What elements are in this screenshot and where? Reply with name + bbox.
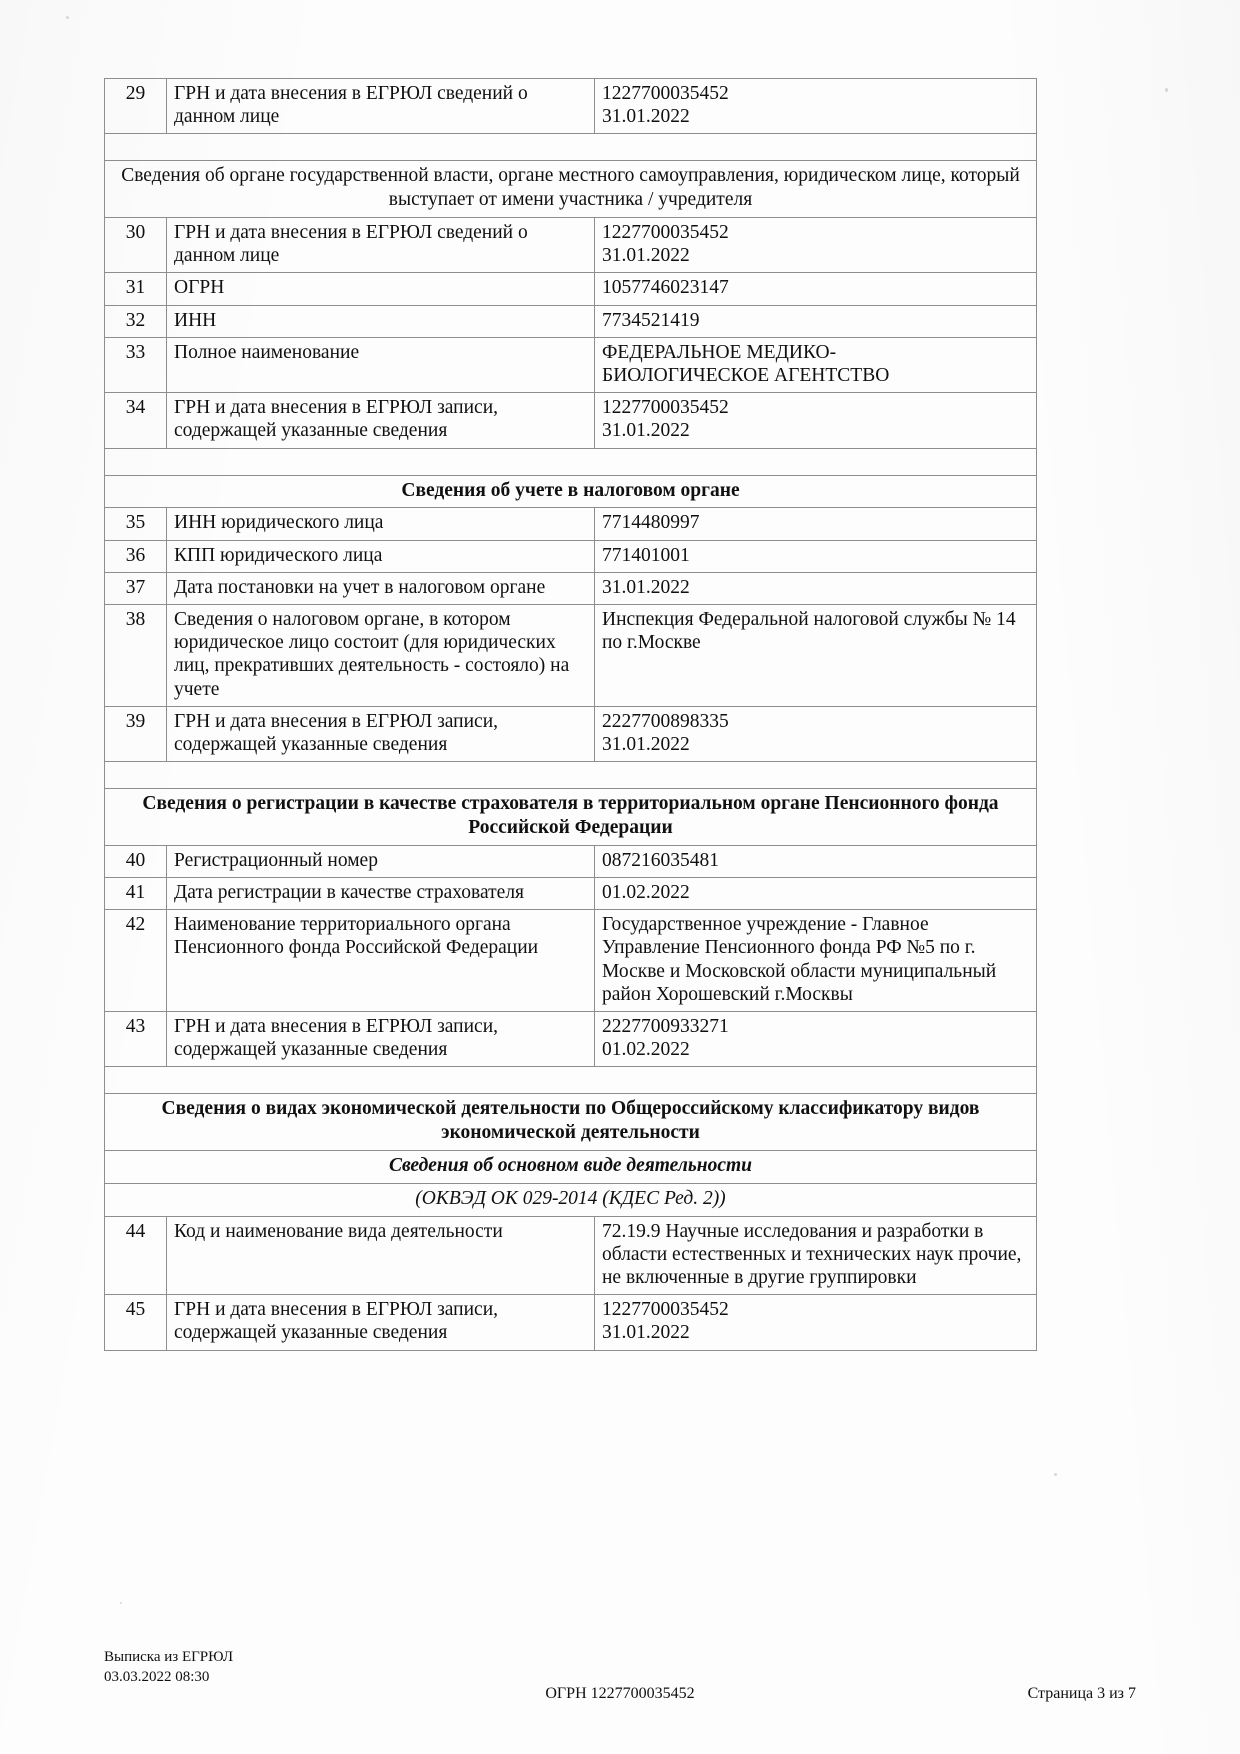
footer-source-timestamp: 03.03.2022 08:30 — [104, 1668, 210, 1685]
row-label: ИНН — [167, 305, 595, 337]
row-label: ГРН и дата внесения в ЕГРЮЛ записи, содержащей указанные сведения — [167, 1011, 595, 1066]
row-number: 42 — [105, 910, 167, 1012]
row-label: ОГРН — [167, 273, 595, 305]
table-section-header-row — [105, 475, 1037, 508]
row-number: 41 — [105, 877, 167, 909]
table-row — [105, 572, 1037, 604]
table-spacer-cell — [105, 762, 1037, 789]
table-spacer-cell — [105, 134, 1037, 161]
scan-speck — [1054, 1473, 1057, 1476]
row-label: КПП юридического лица — [167, 540, 595, 572]
row-value: 7734521419 — [595, 305, 1037, 337]
row-label: Регистрационный номер — [167, 845, 595, 877]
scan-speck — [1165, 88, 1168, 92]
table-row — [105, 273, 1037, 305]
row-label: ГРН и дата внесения в ЕГРЮЛ сведений о данном лице — [167, 79, 595, 134]
table-section-header-row — [105, 161, 1037, 218]
row-label: ИНН юридического лица — [167, 508, 595, 540]
row-number: 29 — [105, 79, 167, 134]
row-value: 72.19.9 Научные исследования и разработки в области естественных и технических наук прочие, не включенные в другие группировки — [595, 1216, 1037, 1295]
section-header-text: Сведения об учете в налоговом органе — [105, 475, 1037, 508]
table-spacer-row — [105, 134, 1037, 161]
row-label: Полное наименование — [167, 337, 595, 392]
row-label: ГРН и дата внесения в ЕГРЮЛ записи, содержащей указанные сведения — [167, 1295, 595, 1350]
row-number: 33 — [105, 337, 167, 392]
table-row — [105, 1216, 1037, 1295]
row-number: 43 — [105, 1011, 167, 1066]
footer-ogrn: ОГРН 1227700035452 — [545, 1685, 695, 1702]
registry-table — [104, 78, 1037, 1351]
row-label: ГРН и дата внесения в ЕГРЮЛ сведений о данном лице — [167, 217, 595, 272]
row-value: 2227700933271 01.02.2022 — [595, 1011, 1037, 1066]
row-number: 34 — [105, 393, 167, 448]
table-section-header-row — [105, 789, 1037, 846]
table-spacer-cell — [105, 1067, 1037, 1094]
row-value: 087216035481 — [595, 845, 1037, 877]
row-number: 38 — [105, 604, 167, 706]
row-number: 45 — [105, 1295, 167, 1350]
row-number: 35 — [105, 508, 167, 540]
scan-speck — [120, 1602, 122, 1604]
row-value: 1227700035452 31.01.2022 — [595, 1295, 1037, 1350]
row-number: 40 — [105, 845, 167, 877]
row-label: Сведения о налоговом органе, в котором юридическое лицо состоит (для юридических лиц, прекративших деятельность - состояло) на учете — [167, 604, 595, 706]
section-header-text: Сведения о регистрации в качестве страхователя в территориальном органе Пенсионного фонда Российской Федерации — [105, 789, 1037, 846]
row-number: 31 — [105, 273, 167, 305]
row-value: 1227700035452 31.01.2022 — [595, 393, 1037, 448]
table-row — [105, 393, 1037, 448]
table-row — [105, 1295, 1037, 1350]
section-header-text: Сведения об органе государственной власти, органе местного самоуправления, юридическом лице, который выступает от имени участника / учредителя — [105, 161, 1037, 218]
row-value: 1057746023147 — [595, 273, 1037, 305]
table-row — [105, 604, 1037, 706]
row-value: 1227700035452 31.01.2022 — [595, 79, 1037, 134]
table-spacer-row — [105, 1067, 1037, 1094]
section-header-text: (ОКВЭД ОК 029-2014 (КДЕС Ред. 2)) — [105, 1183, 1037, 1216]
row-number: 30 — [105, 217, 167, 272]
table-spacer-cell — [105, 448, 1037, 475]
table-section-header-row — [105, 1094, 1037, 1151]
row-value: 1227700035452 31.01.2022 — [595, 217, 1037, 272]
registry-table-wrapper — [104, 78, 1036, 1351]
row-value: 2227700898335 31.01.2022 — [595, 706, 1037, 761]
table-row — [105, 508, 1037, 540]
row-number: 36 — [105, 540, 167, 572]
row-label: ГРН и дата внесения в ЕГРЮЛ записи, содержащей указанные сведения — [167, 706, 595, 761]
row-number: 39 — [105, 706, 167, 761]
footer-page-number: Страница 3 из 7 — [1027, 1685, 1136, 1702]
row-value: 31.01.2022 — [595, 572, 1037, 604]
row-value: Государственное учреждение - Главное Управление Пенсионного фонда РФ №5 по г. Москве и Московской области муниципальный район Хорошевский г.Москвы — [595, 910, 1037, 1012]
row-label: Код и наименование вида деятельности — [167, 1216, 595, 1295]
row-number: 37 — [105, 572, 167, 604]
scan-speck — [66, 16, 69, 19]
page-footer — [0, 1648, 1240, 1728]
table-row — [105, 1011, 1037, 1066]
footer-source-title: Выписка из ЕГРЮЛ — [104, 1649, 233, 1665]
table-row — [105, 910, 1037, 1012]
table-row — [105, 217, 1037, 272]
row-label: ГРН и дата внесения в ЕГРЮЛ записи, содержащей указанные сведения — [167, 393, 595, 448]
row-value: ФЕДЕРАЛЬНОЕ МЕДИКО- БИОЛОГИЧЕСКОЕ АГЕНТСТВО — [595, 337, 1037, 392]
table-row — [105, 305, 1037, 337]
table-spacer-row — [105, 762, 1037, 789]
row-value: 01.02.2022 — [595, 877, 1037, 909]
row-number: 44 — [105, 1216, 167, 1295]
table-row — [105, 706, 1037, 761]
section-header-text: Сведения об основном виде деятельности — [105, 1150, 1037, 1183]
table-row — [105, 877, 1037, 909]
row-value: 7714480997 — [595, 508, 1037, 540]
row-number: 32 — [105, 305, 167, 337]
table-spacer-row — [105, 448, 1037, 475]
table-row — [105, 845, 1037, 877]
footer-source — [104, 1648, 233, 1687]
table-row — [105, 540, 1037, 572]
row-label: Дата постановки на учет в налоговом органе — [167, 572, 595, 604]
table-section-header-row — [105, 1183, 1037, 1216]
row-value: 771401001 — [595, 540, 1037, 572]
table-section-header-row — [105, 1150, 1037, 1183]
row-value: Инспекция Федеральной налоговой службы № 14 по г.Москве — [595, 604, 1037, 706]
row-label: Наименование территориального органа Пенсионного фонда Российской Федерации — [167, 910, 595, 1012]
table-row — [105, 79, 1037, 134]
row-label: Дата регистрации в качестве страхователя — [167, 877, 595, 909]
section-header-text: Сведения о видах экономической деятельности по Общероссийскому классификатору видов экономической деятельности — [105, 1094, 1037, 1151]
table-row — [105, 337, 1037, 392]
